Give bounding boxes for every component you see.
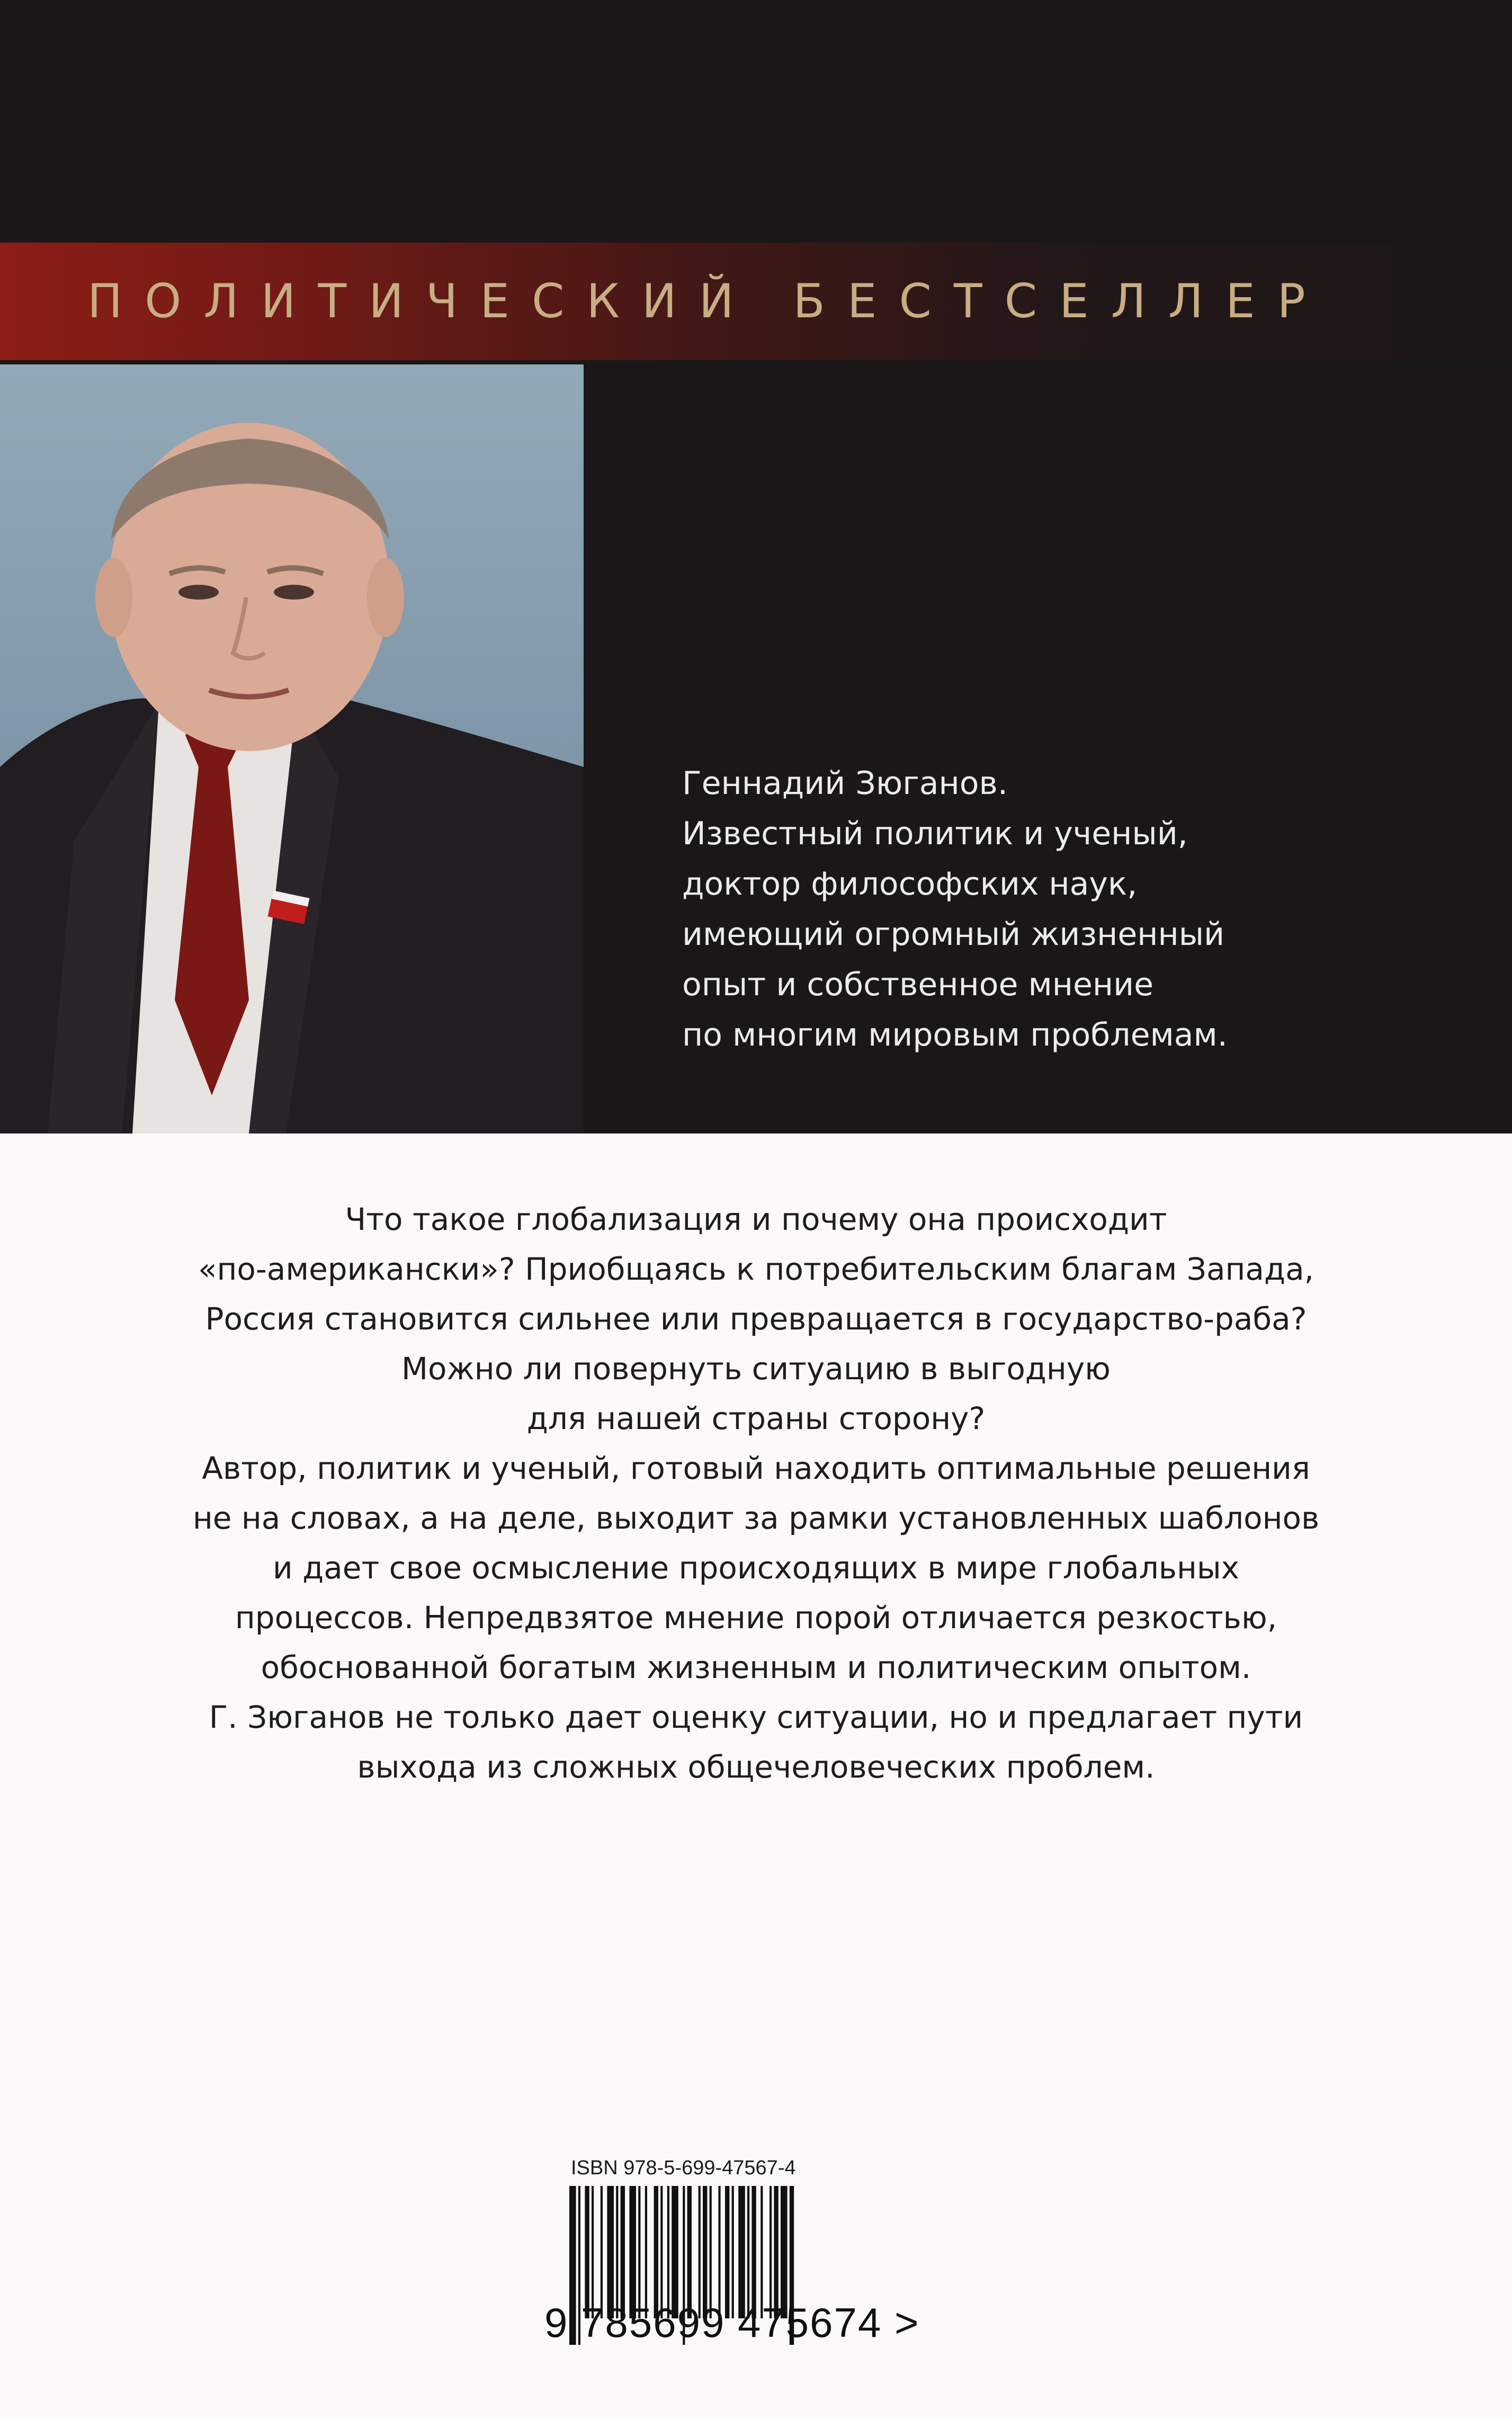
bio-line: опыт и собственное мнение — [682, 966, 1154, 1003]
description-line: Автор, политик и ученый, готовый находить оптимальные решения — [202, 1450, 1310, 1486]
description-line: выхода из сложных общечеловеческих проблем. — [357, 1749, 1155, 1785]
description-line: «по-американски»? Приобщаясь к потребительским благам Запада, — [198, 1251, 1314, 1287]
description-line: Что такое глобализация и почему она происходит — [345, 1201, 1167, 1237]
bio-line: имеющий огромный жизненный — [682, 916, 1225, 953]
barcode-digits: 9 785699 475674 > — [544, 2299, 920, 2346]
bio-line: Геннадий Зюганов. — [682, 765, 1008, 802]
description-line: Г. Зюганов не только дает оценку ситуации, но и предлагает пути — [209, 1699, 1303, 1735]
book-description — [0, 1194, 1512, 1792]
bio-line: по многим мировым проблемам. — [682, 1016, 1228, 1054]
description-line: Россия становится сильнее или превращается в государство-раба? — [205, 1301, 1307, 1337]
description-line: процессов. Непредвзятое мнение порой отличается резкостью, — [235, 1600, 1277, 1636]
isbn-label: ISBN 978-5-699-47567-4 — [571, 2157, 796, 2179]
description-line: и дает свое осмысление происходящих в мире глобальных — [273, 1550, 1239, 1586]
bio-line: доктор философских наук, — [682, 865, 1138, 903]
author-bio — [682, 758, 1228, 1060]
description-line: не на словах, а на деле, выходит за рамки установленных шаблонов — [192, 1500, 1320, 1536]
author-portrait — [0, 364, 584, 1133]
description-line: для нашей страны сторону? — [526, 1400, 986, 1436]
banner-title: ПОЛИТИЧЕСКИЙ БЕСТСЕЛЛЕР — [87, 274, 1328, 328]
description-line: обоснованной богатым жизненным и политическим опытом. — [261, 1649, 1251, 1685]
bio-line: Известный политик и ученый, — [682, 815, 1188, 852]
description-line: Можно ли повернуть ситуацию в выгодную — [401, 1351, 1111, 1387]
